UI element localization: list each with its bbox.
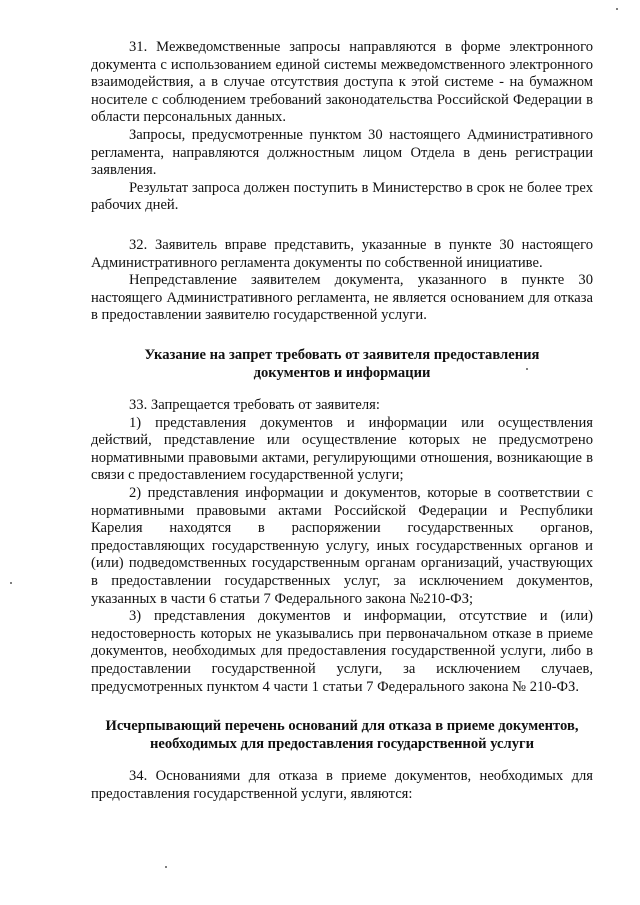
paragraph-31-result: Результат запроса должен поступить в Министерство в срок не более трех рабочих дней. xyxy=(91,179,593,214)
section-heading-prohibition: Указание на запрет требовать от заявителя предоставления документов и информации xyxy=(144,346,540,381)
section-heading-refusal-grounds: Исчерпывающий перечень оснований для отказа в приеме документов, необходимых для предоставления государственной услуги xyxy=(105,718,579,752)
paragraph-33-item-3: 3) представления документов и информации, отсутствие и (или) недостоверность которых не указывались при первоначальном отказе в приеме документов, необходимых для предоставления государственной услуги, либо в предоставлении государственной услуги, за исключением случаев, предусмотренных пунктом 4 части 1 статьи 7 Федерального закона № 210-ФЗ. xyxy=(91,608,593,695)
paragraph-33-item-1: 1) представления документов и информации или осуществления действий, представление или осуществление которых не предусмотрено нормативными правовыми актами, регулирующими отношения, возникающие в связи с предоставлением государственной услуги; xyxy=(91,414,593,484)
scan-speck xyxy=(616,8,618,10)
paragraph-33: 33. Запрещается требовать от заявителя: xyxy=(129,397,380,414)
paragraph-31: 31. Межведомственные запросы направляются в форме электронного документа с использованием единой системы межведомственного электронного взаимодействия, а в случае отсутствия доступа к этой системе - на бумажном носителе с соблюдением требований законодательства Российской Федерации в области персональных данных. xyxy=(91,39,593,126)
paragraph-32: 32. Заявитель вправе представить, указанные в пункте 30 настоящего Административного регламента документы по собственной инициативе. xyxy=(91,236,593,271)
scan-speck xyxy=(10,582,12,584)
document-page xyxy=(91,39,593,804)
paragraph-32-nonsubmission: Непредставление заявителем документа, указанного в пункте 30 настоящего Административного регламента, не является основанием для отказа в предоставлении заявителю государственной услуги. xyxy=(91,272,593,324)
scan-speck xyxy=(526,368,528,370)
paragraph-33-item-2: 2) представления информации и документов, которые в соответствии с нормативными правовыми актами Российской Федерации и Республики Карелия находятся в распоряжении государственных органов, предоставляющих государственную услугу, иных государственных органов и (или) подведомственных государственным органам организаций, участвующих в предоставлении государственных услуг, за исключением документов, указанных в части 6 статьи 7 Федерального закона №210-ФЗ; xyxy=(91,485,593,607)
paragraph-31-requests: Запросы, предусмотренные пунктом 30 настоящего Административного регламента, направляются должностным лицом Отдела в день регистрации заявления. xyxy=(91,126,593,179)
paragraph-34: 34. Основаниями для отказа в приеме документов, необходимых для предоставления государственной услуги, являются: xyxy=(91,768,593,802)
scan-speck xyxy=(165,866,167,868)
